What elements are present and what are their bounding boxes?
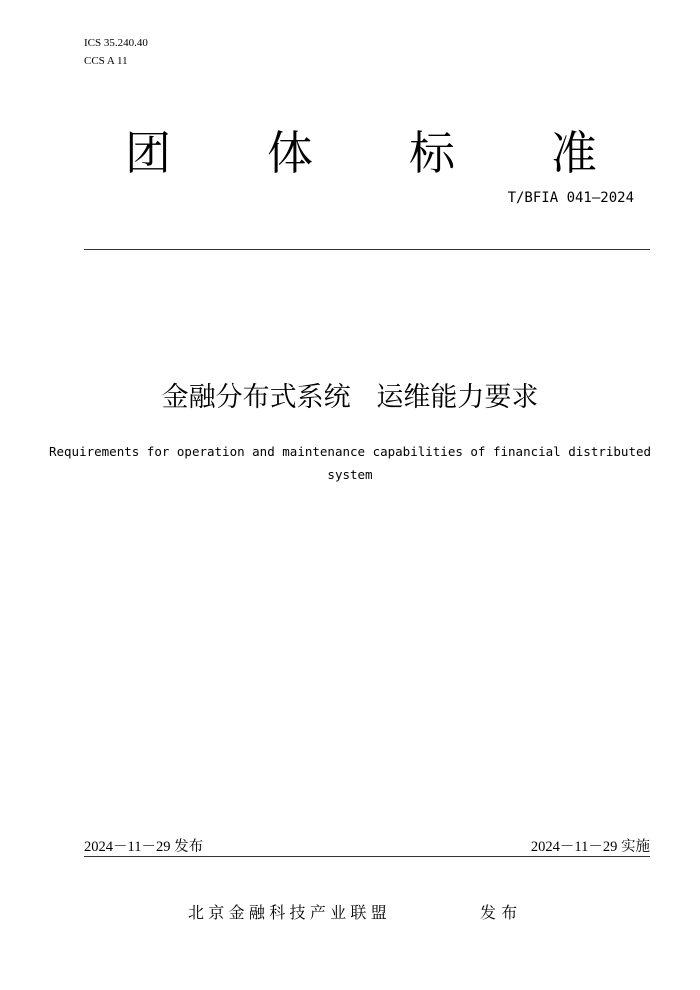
issuing-organization: 北京金融科技产业联盟 <box>188 903 392 922</box>
heading-char-4: 准 <box>551 126 597 180</box>
ics-code: ICS 35.240.40 <box>84 37 148 49</box>
implement-date: 2024－11－29 实施 <box>530 839 650 855</box>
top-divider <box>84 249 650 250</box>
chinese-title: 金融分布式系统 运维能力要求 <box>161 382 539 413</box>
bottom-divider <box>84 856 650 857</box>
standard-type-heading <box>84 118 650 188</box>
issue-label: 发 布 <box>480 903 518 922</box>
heading-char-2: 体 <box>267 126 313 180</box>
dates-row <box>84 836 650 858</box>
heading-char-1: 团 <box>125 126 171 180</box>
ccs-code: CCS A 11 <box>84 55 128 67</box>
standard-number: T/BFIA 041—2024 <box>507 190 634 206</box>
publish-date: 2024－11－29 发布 <box>84 839 204 855</box>
classification-codes <box>84 34 148 70</box>
heading-char-3: 标 <box>409 126 455 180</box>
english-title: Requirements for operation and maintenance capabilities of financial distributed system <box>48 444 652 482</box>
